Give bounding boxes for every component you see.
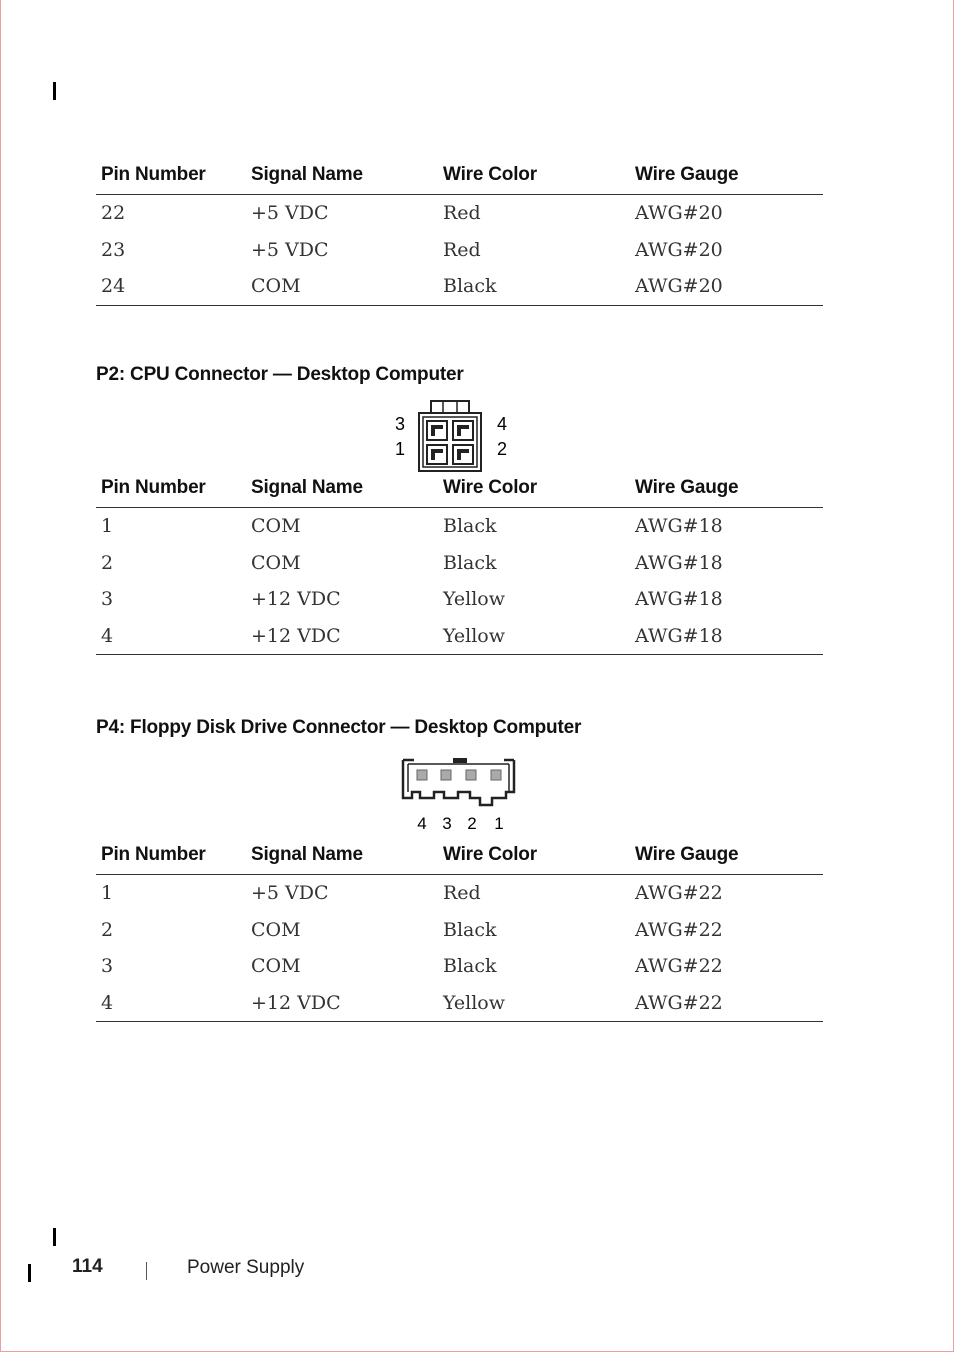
pin-label-1: 1 xyxy=(494,814,504,833)
crop-mark-bottom xyxy=(53,1228,56,1246)
header-pin-number: Pin Number xyxy=(96,473,246,508)
header-wire-color: Wire Color xyxy=(438,473,630,508)
cell-signal: +5 VDC xyxy=(251,882,329,905)
cell-color: Yellow xyxy=(443,588,505,611)
pin-table-p4 xyxy=(96,840,823,1022)
footer-section-title: Power Supply xyxy=(187,1257,305,1278)
cell-pin: 24 xyxy=(96,268,246,305)
header-wire-gauge: Wire Gauge xyxy=(630,160,823,195)
cell-gauge: AWG#18 xyxy=(635,588,723,611)
cell-gauge: AWG#20 xyxy=(635,238,723,261)
cell-pin: 2 xyxy=(101,551,114,574)
cell-pin: 1 xyxy=(101,882,114,905)
section-heading-p4: P4: Floppy Disk Drive Connector — Desktop Computer xyxy=(96,717,582,738)
table-row xyxy=(96,545,823,582)
cell-gauge: AWG#22 xyxy=(635,918,723,941)
cell-color: Red xyxy=(443,238,481,261)
cell-pin: 3 xyxy=(101,588,114,611)
cell-gauge: AWG#20 xyxy=(630,268,823,305)
cell-signal: +12 VDC xyxy=(246,985,438,1022)
header-wire-gauge: Wire Gauge xyxy=(630,840,823,875)
pin-label-4: 4 xyxy=(417,814,427,833)
cell-gauge: AWG#22 xyxy=(635,882,723,905)
page-number: 114 xyxy=(72,1256,103,1277)
cell-gauge: AWG#18 xyxy=(630,618,823,655)
pin-table-p2 xyxy=(96,473,823,655)
cell-signal: +12 VDC xyxy=(246,618,438,655)
footer-divider xyxy=(146,1262,147,1280)
section-heading-p2: P2: CPU Connector — Desktop Computer xyxy=(96,364,464,385)
table-row xyxy=(96,618,823,655)
cell-color: Red xyxy=(443,202,481,225)
table-row xyxy=(96,948,823,985)
cell-signal: COM xyxy=(251,515,301,538)
table-row xyxy=(96,912,823,949)
table-header-row xyxy=(96,160,823,195)
cell-signal: COM xyxy=(246,268,438,305)
cell-color: Black xyxy=(438,268,630,305)
cell-color: Yellow xyxy=(438,618,630,655)
pin-label-4: 4 xyxy=(496,414,508,434)
table-row xyxy=(96,875,823,912)
cell-color: Black xyxy=(443,918,497,941)
header-signal-name: Signal Name xyxy=(246,160,438,195)
cell-pin: 23 xyxy=(101,238,126,261)
header-wire-color: Wire Color xyxy=(438,160,630,195)
header-wire-color: Wire Color xyxy=(438,840,630,875)
header-pin-number: Pin Number xyxy=(96,160,246,195)
cell-pin: 4 xyxy=(96,985,246,1022)
floppy-connector-diagram xyxy=(398,754,522,834)
cell-gauge: AWG#22 xyxy=(630,985,823,1022)
pin-label-3: 3 xyxy=(394,414,406,434)
pin-label-3: 3 xyxy=(442,814,452,833)
cell-pin: 2 xyxy=(101,918,114,941)
table-row xyxy=(96,232,823,269)
cell-signal: +5 VDC xyxy=(251,238,329,261)
crop-mark-top xyxy=(53,82,56,100)
cell-pin: 22 xyxy=(101,202,126,225)
crop-mark-footer xyxy=(28,1264,31,1282)
header-wire-gauge: Wire Gauge xyxy=(630,473,823,508)
pin-label-1: 1 xyxy=(394,439,406,459)
cell-signal: COM xyxy=(251,918,301,941)
cell-color: Black xyxy=(443,515,497,538)
cell-pin: 3 xyxy=(101,955,114,978)
pin-label-2: 2 xyxy=(467,814,477,833)
cell-color: Red xyxy=(443,882,481,905)
cell-gauge: AWG#22 xyxy=(635,955,723,978)
cell-gauge: AWG#18 xyxy=(635,515,723,538)
cell-color: Yellow xyxy=(438,985,630,1022)
cell-gauge: AWG#18 xyxy=(635,551,723,574)
cpu-connector-diagram xyxy=(388,398,518,476)
cell-color: Black xyxy=(443,551,497,574)
pin-label-2: 2 xyxy=(496,439,508,459)
cell-signal: +5 VDC xyxy=(251,202,329,225)
table-row xyxy=(96,268,823,305)
table-row xyxy=(96,581,823,618)
page-edge-left xyxy=(0,0,1,1352)
table-row xyxy=(96,508,823,545)
cell-pin: 4 xyxy=(96,618,246,655)
cell-color: Black xyxy=(443,955,497,978)
cell-pin: 1 xyxy=(101,515,114,538)
table-header-row xyxy=(96,473,823,508)
cell-signal: COM xyxy=(251,955,301,978)
table-row xyxy=(96,985,823,1022)
cell-signal: +12 VDC xyxy=(251,588,341,611)
header-signal-name: Signal Name xyxy=(246,840,438,875)
header-signal-name: Signal Name xyxy=(246,473,438,508)
cell-gauge: AWG#20 xyxy=(635,202,723,225)
table-header-row xyxy=(96,840,823,875)
table-row xyxy=(96,195,823,232)
cell-signal: COM xyxy=(251,551,301,574)
header-pin-number: Pin Number xyxy=(96,840,246,875)
pin-table-p1-continued xyxy=(96,160,823,306)
